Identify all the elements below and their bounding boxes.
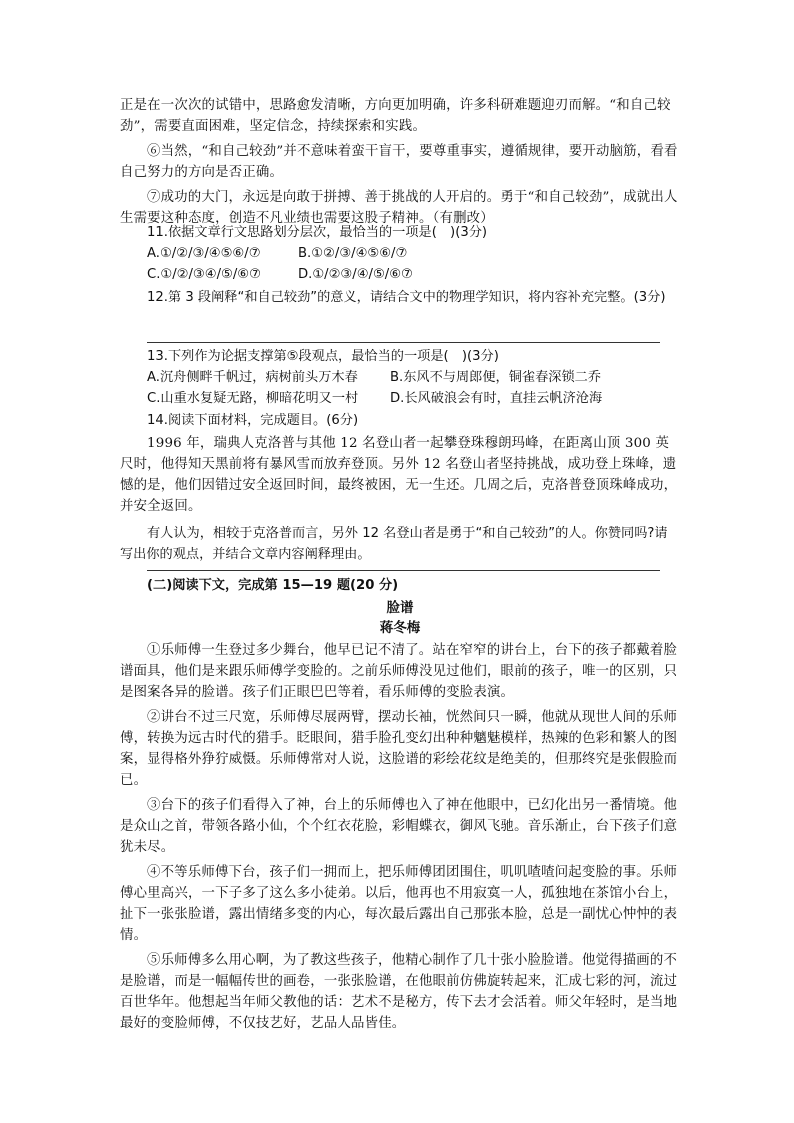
article-paragraph-1: ①乐师傅一生登过多少舞台，他早已记不清了。站在窄窄的讲台上，台下的孩子都戴着脸谱面具，他们是来跟乐师傅学变脸的。之前乐师傅没见过他们，眼前的孩子，唯一的区别，只是图案各异的脸谱。孩子们正眼巴巴等着，看乐师傅的变脸表演。 <box>120 643 678 700</box>
q11-option-c: C.①/②/③④/⑤/⑥⑦ <box>147 267 261 282</box>
q12-stem: 12.第 3 段阐释“和自己较劲”的意义，请结合文中的物理学知识，将内容补充完整。(3分) <box>147 290 666 305</box>
article-paragraph-2: ②讲台不过三尺宽，乐师傅尽展两臂，摆动长袖，恍然间只一瞬，他就从现世人间的乐师傅，转换为远古时代的猎手。眨眼间，猎手脸孔变幻出种种魑魅模样，热辣的色彩和繁人的图案，显得格外狰狞威慑。乐师傅常对人说，这脸谱的彩绘花纹是绝美的，但那终究是张假脸而已。 <box>120 710 678 788</box>
q13-stem: 13.下列作为论据支撑第⑤段观点，最恰当的一项是( )(3分) <box>147 349 499 364</box>
article-paragraph-4: ④不等乐师傅下台，孩子们一拥而上，把乐师傅团团围住，叽叽喳喳问起变脸的事。乐师傅心里高兴，一下子多了这么多小徒弟。以后，他再也不用寂寞一人，孤独地在茶馆小台上，扯下一张张脸谱，露出情绪多变的内心，每次最后露出自己那张本脸，总是一副忧心忡忡的表情。 <box>120 865 678 943</box>
article-author: 蒋冬梅 <box>379 620 421 636</box>
q13-option-c: C.山重水复疑无路，柳暗花明又一村 <box>147 391 359 406</box>
q11-stem: 11.依据文章行文思路划分层次，最恰当的一项是( )(3分) <box>147 225 488 240</box>
q13-options-row-2 <box>120 388 680 409</box>
q11-option-a: A.①/②/③/④⑤⑥/⑦ <box>147 246 261 261</box>
q11-option-b: B.①②/③/④⑤⑥/⑦ <box>298 246 408 261</box>
article-paragraph-3: ③台下的孩子们看得入了神，台上的乐师傅也入了神在他眼中，已幻化出另一番情境。他是众山之首，带领各路小仙，个个红衣花脸，彩帽蝶衣，御风飞驰。音乐渐止，台下孩子们意犹未尽。 <box>120 798 678 855</box>
q14-question: 有人认为，相较于克洛普而言，另外 12 名登山者是勇于“和自己较劲”的人。你赞同吗?请写出你的观点，并结合文章内容阐释理由。 <box>120 526 668 562</box>
q13-option-d: D.长风破浪会有时，直挂云帆济沧海 <box>390 391 603 406</box>
q13-options-row-1 <box>120 367 680 388</box>
q14-material: 1996 年，瑞典人克洛普与其他 12 名登山者一起攀登珠穆朗玛峰，在距离山顶 300 英尺时，他得知天黑前将有暴风雪而放弃登顶。另外 12 名登山者坚持挑战，成功登上珠峰，遗憾的是，他们因错过安全返回时间，最终被困，无一生还。几周之后，克洛普登顶珠峰成功，并安全返回。 <box>120 436 678 514</box>
section-2-heading: (二)阅读下文，完成第 15—19 题(20 分) <box>147 578 399 593</box>
passage-end <box>120 95 680 229</box>
article-paragraph-5: ⑤乐师傅多么用心啊，为了教这些孩子，他精心制作了几十张小脸脸谱。他觉得描画的不是脸谱，而是一幅幅传世的画卷，一张张脸谱，在他眼前仿佛旋转起来，汇成七彩的河，流过百世华年。他想起当年师父教他的话：艺术不是秘方，传下去才会活着。师父年轻时，是当地最好的变脸师傅，不仅技艺好，艺品人品皆佳。 <box>120 953 678 1031</box>
question-14 <box>120 410 680 565</box>
q11-options-row-1 <box>120 243 680 264</box>
paragraph-continued: 正是在一次次的试错中，思路愈发清晰，方向更加明确，许多科研难题迎刃而解。“和自己较劲”，需要直面困难，坚定信念，持续探索和实践。 <box>120 98 671 134</box>
article-body <box>120 640 680 1034</box>
question-13 <box>120 346 680 409</box>
question-11 <box>120 222 680 285</box>
q12-answer-line[interactable] <box>147 342 660 343</box>
q11-options-row-2 <box>120 264 680 285</box>
q11-option-d: D.①/②③/④/⑤/⑥⑦ <box>298 267 413 282</box>
article-title: 脸谱 <box>386 600 414 616</box>
paragraph-7: ⑦成功的大门，永远是向敢于拼搏、善于挑战的人开启的。勇于“和自己较劲”，成就出人生需要这种态度，创造不凡业绩也需要这股子精神。（有删改） <box>120 190 678 226</box>
question-12 <box>120 287 680 308</box>
q13-option-a: A.沉舟侧畔千帆过，病树前头万木春 <box>147 370 358 385</box>
q13-option-b: B.东风不与周郎便，铜雀春深锁二乔 <box>390 370 602 385</box>
q14-answer-line[interactable] <box>147 570 660 571</box>
paragraph-6: ⑥当然，“和自己较劲”并不意味着蛮干盲干，要尊重事实，遵循规律，要开动脑筋，看看自己努力的方向是否正确。 <box>120 144 678 180</box>
q14-stem: 14.阅读下面材料，完成题目。(6分) <box>147 413 359 428</box>
